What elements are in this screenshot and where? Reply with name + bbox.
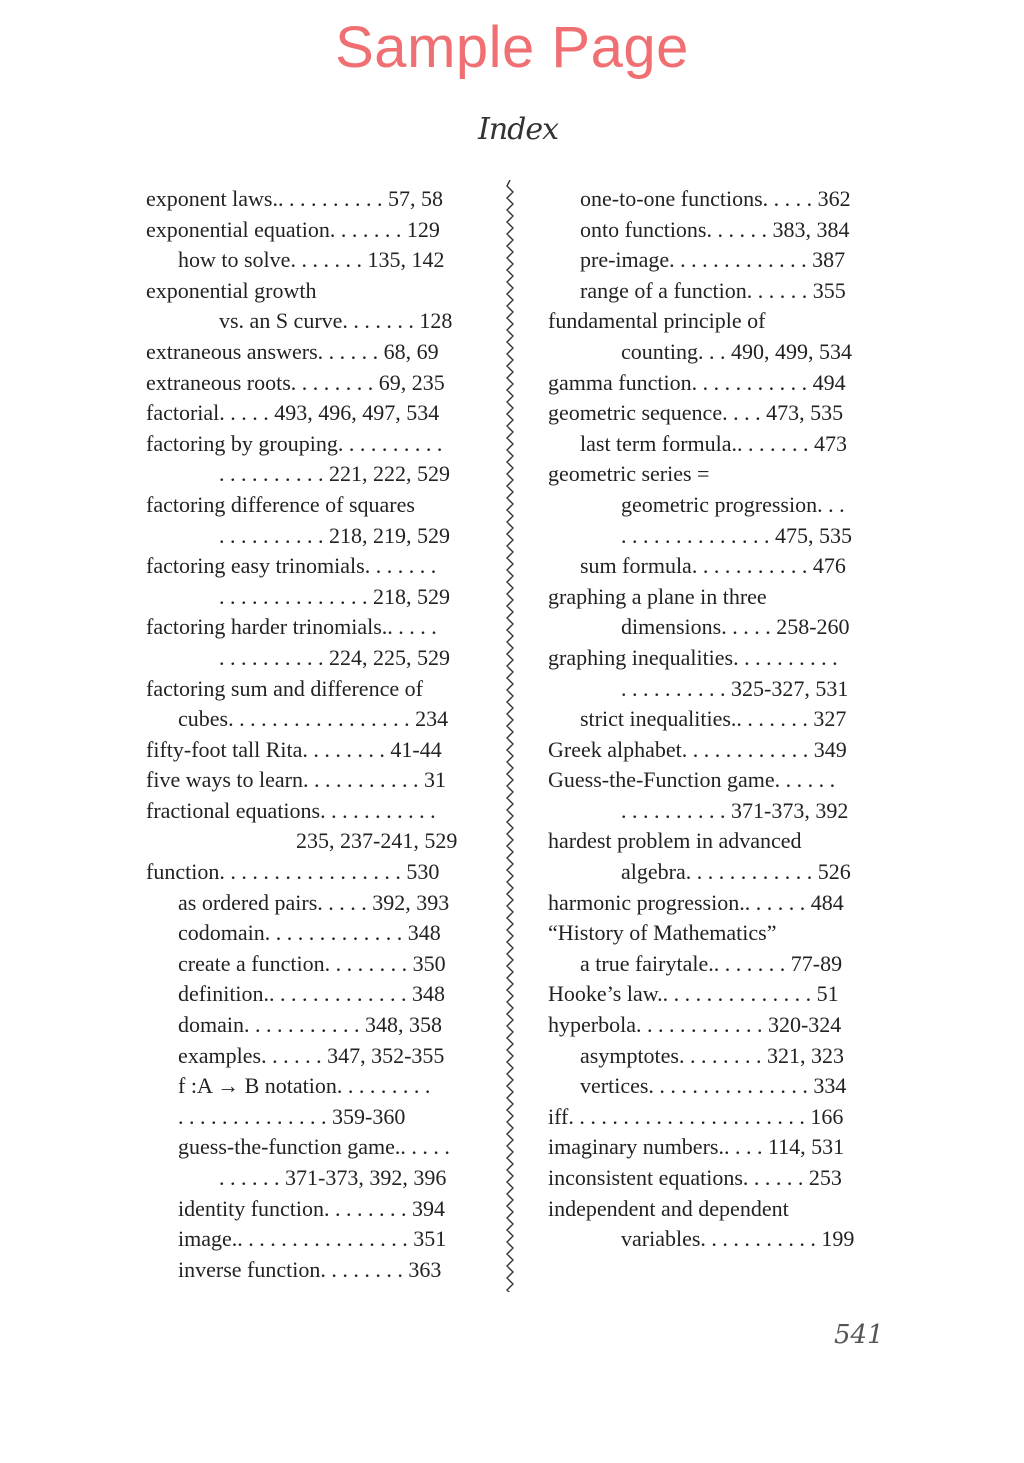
index-entry: Greek alphabet. . . . . . . . . . . . 349 [548, 736, 847, 762]
wavy-divider [504, 180, 516, 1292]
index-entry: . . . . . . . . . . 325-327, 531 [621, 675, 849, 701]
index-entry: algebra. . . . . . . . . . . . 526 [621, 859, 851, 885]
index-entry: fractional equations. . . . . . . . . . . [146, 797, 436, 823]
index-entry: independent and dependent [548, 1195, 789, 1221]
index-entry: fundamental principle of [548, 308, 766, 334]
index-entry: pre-image. . . . . . . . . . . . . 387 [580, 247, 846, 273]
index-heading: Index [477, 112, 559, 147]
index-entry: factoring by grouping. . . . . . . . . . [146, 430, 443, 456]
index-entry: codomain. . . . . . . . . . . . . 348 [178, 920, 441, 946]
index-entry: . . . . . . . . . . 218, 219, 529 [219, 522, 450, 548]
index-entry: . . . . . . . . . . . . . . 218, 529 [219, 583, 450, 609]
index-entry: last term formula.. . . . . . . 473 [580, 430, 848, 456]
index-entry: factorial. . . . . 493, 496, 497, 534 [146, 400, 440, 426]
index-entry: geometric sequence. . . . 473, 535 [548, 400, 844, 426]
index-column-right [548, 184, 878, 1255]
index-entry: strict inequalities.. . . . . . . 327 [580, 706, 847, 732]
index-entry: exponential growth [146, 277, 317, 303]
index-entry: asymptotes. . . . . . . . 321, 323 [580, 1042, 844, 1068]
index-entry: exponential equation. . . . . . . 129 [146, 216, 440, 242]
index-entry: extraneous answers. . . . . . 68, 69 [146, 338, 439, 364]
index-entry: “History of Mathematics” [548, 920, 777, 946]
index-entry: hardest problem in advanced [548, 828, 802, 854]
index-entry: cubes. . . . . . . . . . . . . . . . . 234 [178, 706, 449, 732]
index-entry: range of a function. . . . . . 355 [580, 277, 846, 303]
index-entry: exponent laws.. . . . . . . . . . 57, 58 [146, 186, 443, 211]
index-entry: . . . . . . . . . . . . . . 359-360 [178, 1103, 406, 1129]
index-entry: how to solve. . . . . . . 135, 142 [178, 247, 445, 273]
index-entry: sum formula. . . . . . . . . . . 476 [580, 553, 846, 579]
index-entry: five ways to learn. . . . . . . . . . . 31 [146, 767, 446, 793]
index-column-left [146, 184, 476, 1285]
index-entry: geometric series = [548, 461, 710, 487]
index-entry: factoring easy trinomials. . . . . . . [146, 553, 437, 579]
page-number: 541 [834, 1320, 884, 1350]
index-entry: inconsistent equations. . . . . . 253 [548, 1165, 842, 1190]
index-entry: fifty-foot tall Rita. . . . . . . . 41-44 [146, 736, 442, 762]
index-entry: 235, 237-241, 529 [296, 828, 458, 854]
index-entry: as ordered pairs. . . . . 392, 393 [178, 889, 450, 915]
index-entry: imaginary numbers.. . . . 114, 531 [548, 1134, 845, 1160]
index-entry: . . . . . . 371-373, 392, 396 [219, 1165, 447, 1190]
index-entry: . . . . . . . . . . 371-373, 392 [621, 797, 849, 823]
index-entry: . . . . . . . . . . . . . . 475, 535 [621, 522, 852, 548]
index-entry: guess-the-function game.. . . . . [178, 1134, 450, 1160]
sample-page-watermark: Sample Page [335, 15, 689, 80]
index-entry: identity function. . . . . . . . 394 [178, 1195, 446, 1221]
index-entry: extraneous roots. . . . . . . . 69, 235 [146, 369, 445, 395]
index-entry: f :A → B notation. . . . . . . . . [178, 1073, 431, 1099]
index-entry: gamma function. . . . . . . . . . . 494 [548, 369, 846, 395]
index-entry: variables. . . . . . . . . . . 199 [621, 1226, 855, 1252]
index-entry: domain. . . . . . . . . . . 348, 358 [178, 1012, 442, 1038]
index-entry: geometric progression. . . [621, 491, 845, 517]
index-entry: inverse function. . . . . . . . 363 [178, 1256, 442, 1282]
index-entry: dimensions. . . . . 258-260 [621, 614, 850, 640]
index-entry: factoring difference of squares [146, 491, 415, 517]
index-entry: hyperbola. . . . . . . . . . . . 320-324 [548, 1012, 842, 1038]
index-entry: iff. . . . . . . . . . . . . . . . . . . . . . 166 [548, 1103, 844, 1129]
index-entry: graphing inequalities. . . . . . . . . . [548, 644, 838, 670]
index-entry: vertices. . . . . . . . . . . . . . . 334 [580, 1073, 847, 1099]
index-entry: . . . . . . . . . . 224, 225, 529 [219, 644, 450, 670]
index-entry: . . . . . . . . . . 221, 222, 529 [219, 461, 450, 487]
index-entry: create a function. . . . . . . . 350 [178, 950, 446, 976]
index-entry: one-to-one functions. . . . . 362 [580, 186, 851, 211]
index-entry: counting. . . 490, 499, 534 [621, 338, 852, 364]
index-entry: factoring sum and difference of [146, 675, 423, 701]
index-entry: definition.. . . . . . . . . . . . . 348 [178, 981, 446, 1007]
index-entry: function. . . . . . . . . . . . . . . . . 530 [146, 859, 440, 885]
index-entry: image.. . . . . . . . . . . . . . . . 351 [178, 1226, 447, 1252]
index-entry: factoring harder trinomials.. . . . . [146, 614, 437, 640]
index-entry: onto functions. . . . . . 383, 384 [580, 216, 850, 242]
index-entry: Guess-the-Function game. . . . . . [548, 767, 836, 793]
index-entry: examples. . . . . . 347, 352-355 [178, 1042, 445, 1068]
index-entry: harmonic progression.. . . . . . 484 [548, 889, 844, 915]
index-entry: a true fairytale.. . . . . . . 77-89 [580, 950, 843, 976]
index-entry: graphing a plane in three [548, 583, 767, 609]
index-entry: vs. an S curve. . . . . . . 128 [219, 308, 453, 334]
index-entry: Hooke’s law.. . . . . . . . . . . . . . 51 [548, 981, 839, 1007]
